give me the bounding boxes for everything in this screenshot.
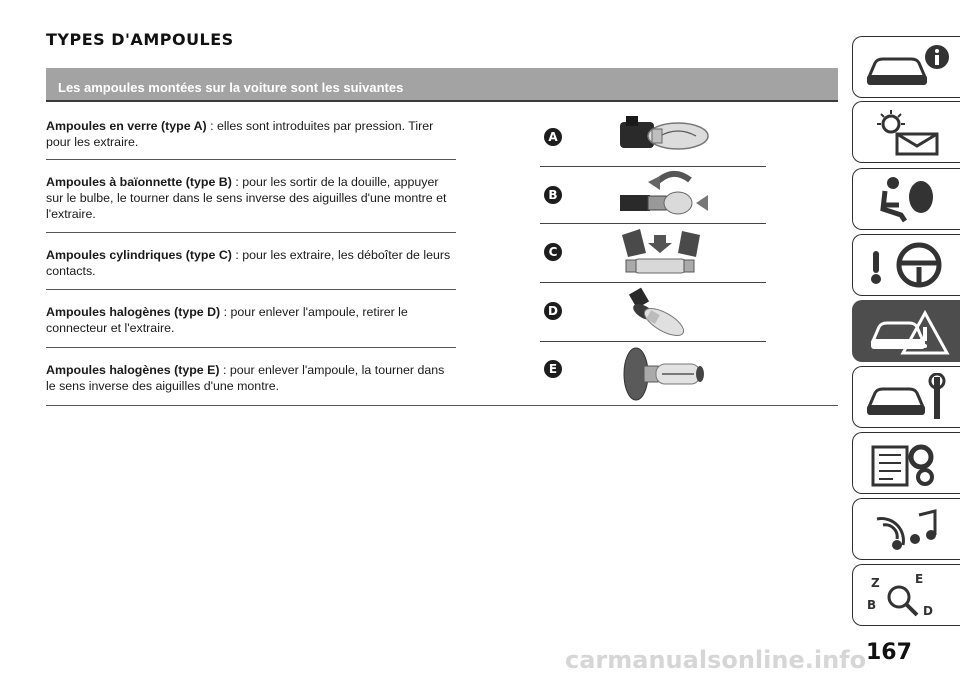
multimedia-music-icon [863,505,953,555]
label-e-badge: E [544,360,562,378]
bayonet-bulb-image [600,168,720,222]
tab-dashboard-lights[interactable] [852,101,960,163]
festoon-bulb-image [600,227,720,279]
tab-index[interactable] [852,564,960,626]
row-type-c-heading: Ampoules cylindriques (type C) [46,248,232,262]
row-type-a-description: : elles sont introduites par pression. Tirer pour les extraire. [46,119,434,149]
car-info-icon [863,43,953,93]
row-type-d [46,304,456,336]
section-header-band [46,68,838,102]
row-divider [46,289,456,290]
svg-text:E: E [915,572,924,586]
tab-maintenance[interactable] [852,366,960,428]
row-type-b [46,174,456,222]
tab-steering[interactable] [852,234,960,296]
row-divider [46,347,456,348]
label-d-badge: D [544,302,562,320]
tab-specifications[interactable] [852,432,960,494]
section-header-text: Les ampoules montées sur la voiture sont les suivantes [58,80,404,95]
seat-airbag-icon [863,175,953,225]
svg-text:Z: Z [871,576,880,590]
row-type-d-description: : pour enlever l'ampoule, retirer le connecteur et l'extraire. [46,305,408,335]
watermark: carmanualsonline.info [565,646,867,674]
tab-seat-airbag[interactable] [852,168,960,230]
row-type-e-description: : pour enlever l'ampoule, la tourner dans le sens inverse des aiguilles d'une montre. [46,363,445,393]
row-type-e [46,362,456,394]
row-type-e-heading: Ampoules halogènes (type E) [46,363,220,377]
specifications-gears-icon [863,439,953,489]
page-number: 167 [866,640,912,665]
tab-emergency[interactable] [852,300,960,362]
row-divider [46,232,456,233]
image-divider [540,341,766,342]
row-type-a [46,118,456,150]
tab-car-info[interactable] [852,36,960,98]
row-type-b-heading: Ampoules à baïonnette (type B) [46,175,232,189]
label-a-badge: A [544,128,562,146]
row-type-d-heading: Ampoules halogènes (type D) [46,305,221,319]
car-wrench-icon [863,373,953,423]
page-title: TYPES D'AMPOULES [46,30,234,49]
image-divider [540,223,766,224]
image-divider [540,282,766,283]
alphabetical-index-search-icon [863,571,953,621]
row-divider [46,159,456,160]
halogen-bulb-d-image [600,286,720,340]
svg-text:B: B [867,598,877,612]
car-warning-triangle-icon [863,307,953,357]
table-bottom-rule [46,405,838,406]
halogen-bulb-e-image [600,344,720,402]
label-b-badge: B [544,186,562,204]
svg-text:D: D [923,604,933,618]
label-c-badge: C [544,243,562,261]
row-type-a-heading: Ampoules en verre (type A) [46,119,207,133]
row-type-c-description: : pour les extraire, les déboîter de leurs contacts. [46,248,451,278]
steering-wheel-icon [863,241,953,291]
glass-wedge-bulb-image [600,112,720,160]
image-divider [540,166,766,167]
row-type-b-description: : pour les sortir de la douille, appuyer sur le bulbe, le tourner dans le sens inverse des aiguilles d'une montre et l'extraire. [46,175,447,221]
dashboard-lights-icon [863,108,953,158]
row-type-c [46,247,456,279]
tab-multimedia[interactable] [852,498,960,560]
